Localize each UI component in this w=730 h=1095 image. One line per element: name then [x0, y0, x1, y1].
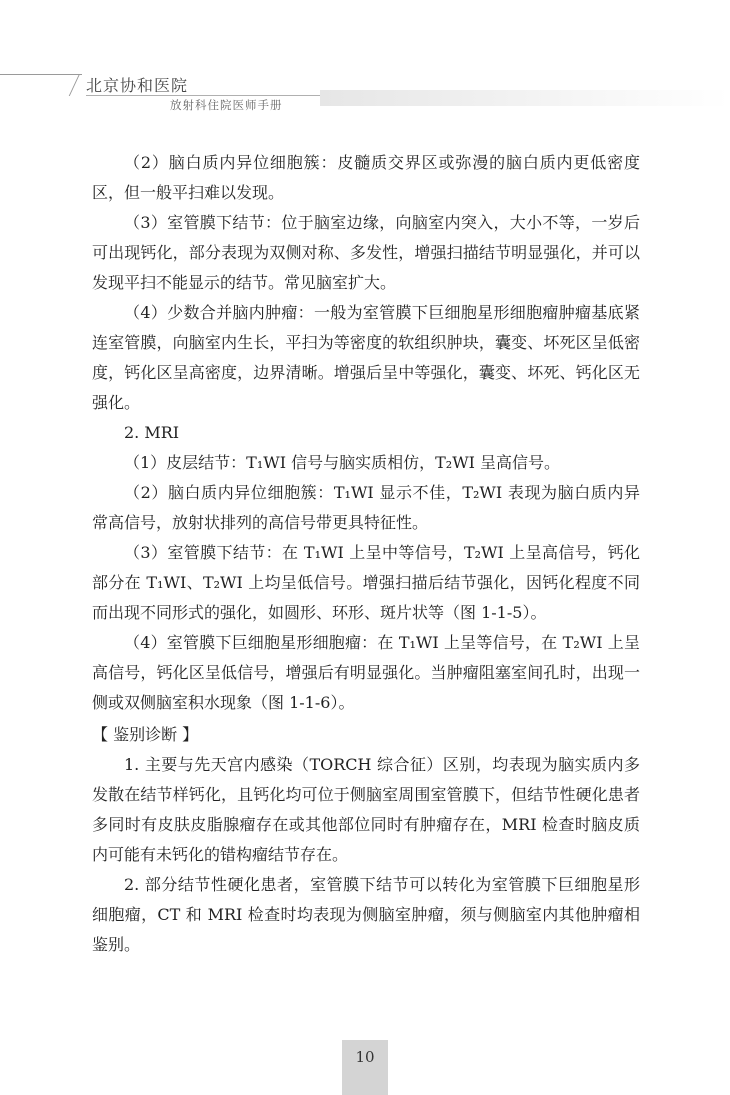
paragraph: 2. 部分结节性硬化患者，室管膜下结节可以转化为室管膜下巨细胞星形细胞瘤，CT 和 MRI 检查时均表现为侧脑室肿瘤，须与侧脑室内其他肿瘤相鉴别。 — [92, 875, 640, 954]
paragraph: （4）室管膜下巨细胞星形细胞瘤：在 T₁WI 上呈等信号，在 T₂WI 上呈高信号，钙化区呈低信号，增强后有明显强化。当肿瘤阻塞室间孔时，出现一侧或双侧脑室积水现象（图 1-1-6）。 — [92, 633, 640, 712]
page-number-tab — [342, 1040, 388, 1095]
header-subtitle: 放射科住院医师手册 — [170, 98, 283, 112]
header-rule-slant — [69, 74, 80, 96]
paragraph: （2）脑白质内异位细胞簇：T₁WI 显示不佳，T₂WI 表现为脑白质内异常高信号，放射状排列的高信号带更具特征性。 — [92, 483, 640, 532]
header-rule-top — [0, 74, 82, 75]
header-rule-middle — [86, 95, 320, 96]
page-number: 10 — [355, 1048, 375, 1066]
header-gradient-band — [320, 90, 730, 106]
running-header — [0, 60, 730, 120]
header-title: 北京协和医院 — [86, 76, 189, 95]
body-text — [92, 148, 640, 960]
paragraph: （2）脑白质内异位细胞簇：皮髓质交界区或弥漫的脑白质内更低密度区，但一般平扫难以发现。 — [92, 153, 640, 202]
paragraph: （1）皮层结节：T₁WI 信号与脑实质相仿，T₂WI 呈高信号。 — [124, 453, 561, 472]
paragraph: （3）室管膜下结节：在 T₁WI 上呈中等信号，T₂WI 上呈高信号，钙化部分在 T₁WI、T₂WI 上均呈低信号。增强扫描后结节强化，因钙化程度不同而出现不同形式的强化，如圆形、环形、斑片状等（图 1-1-5）。 — [92, 543, 640, 622]
paragraph: （3）室管膜下结节：位于脑室边缘，向脑室内突入，大小不等，一岁后可出现钙化，部分表现为双侧对称、多发性，增强扫描结节明显强化，并可以发现平扫不能显示的结节。常见脑室扩大。 — [92, 213, 640, 292]
section-subheading: 2. MRI — [124, 423, 180, 442]
section-heading: 【 鉴别诊断 】 — [92, 725, 199, 744]
paragraph: 1. 主要与先天宫内感染（TORCH 综合征）区别，均表现为脑实质内多发散在结节样钙化，且钙化均可位于侧脑室周围室管膜下，但结节性硬化患者多同时有皮肤皮脂腺瘤存在或其他部位同时有肿瘤存在，MRI 检查时脑皮质内可能有未钙化的错构瘤结节存在。 — [92, 755, 640, 864]
paragraph: （4）少数合并脑内肿瘤：一般为室管膜下巨细胞星形细胞瘤肿瘤基底紧连室管膜，向脑室内生长，平扫为等密度的软组织肿块，囊变、坏死区呈低密度，钙化区呈高密度，边界清晰。增强后呈中等强化，囊变、坏死、钙化区无强化。 — [92, 303, 640, 412]
